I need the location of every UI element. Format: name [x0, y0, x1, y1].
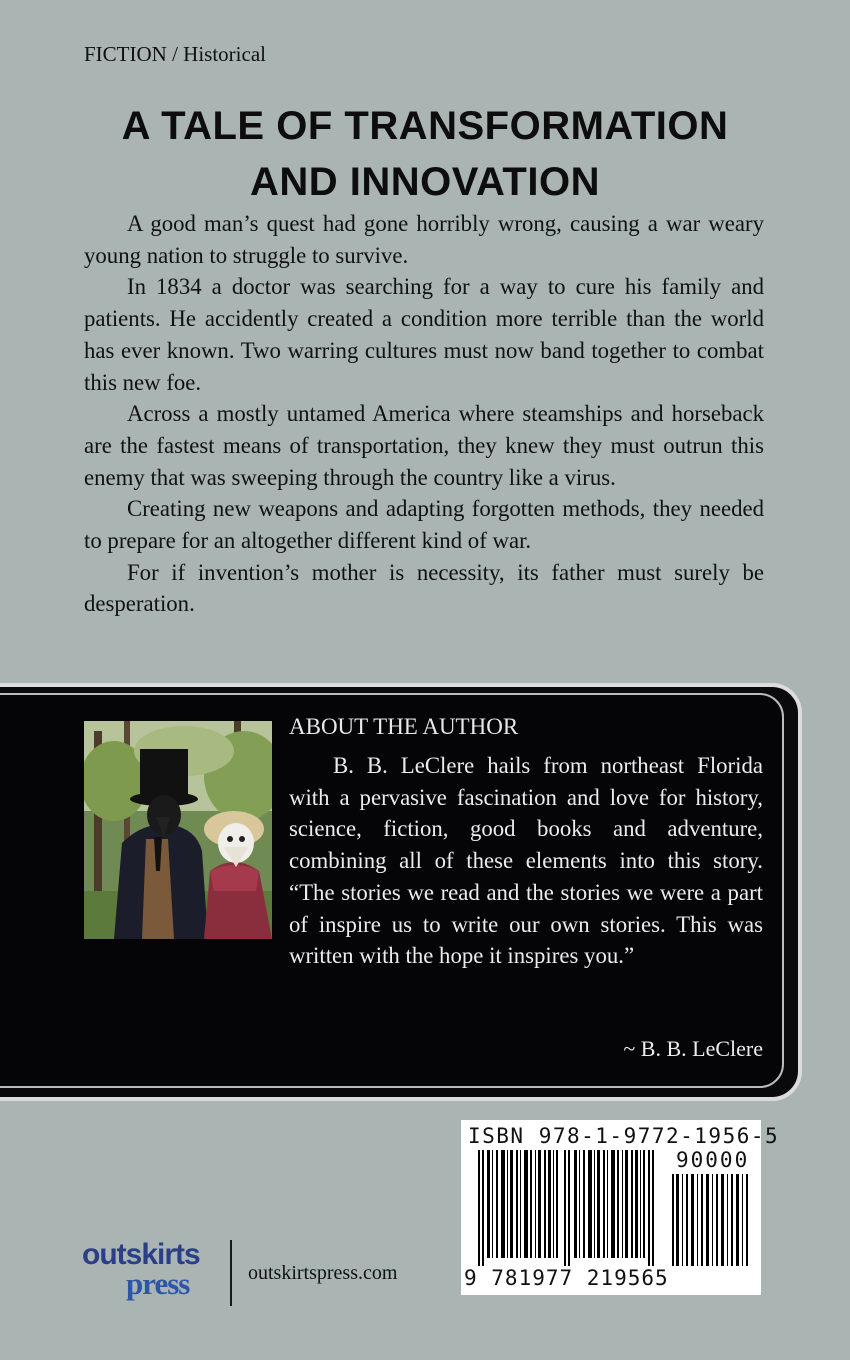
- blurb-paragraph: A good man’s quest had gone horribly wrong, causing a war weary young nation to struggle to survive.: [84, 211, 764, 268]
- price-code: 90000: [676, 1148, 750, 1172]
- blurb-paragraph: Creating new weapons and adapting forgotten methods, they needed to prepare for an altogether different kind of war.: [84, 496, 764, 554]
- publisher-website: outskirtspress.com: [248, 1262, 398, 1284]
- addon-barcode: [672, 1174, 752, 1266]
- about-author-title: ABOUT THE AUTHOR: [289, 714, 519, 739]
- logo-divider: [230, 1240, 232, 1306]
- headline-line-2: AND INNOVATION: [250, 160, 600, 204]
- blurb-paragraph: In 1834 a doctor was searching for a way to cure his family and patients. He accidently created a condition more terrible than the world has ever known. Two warring cultures must now band together to combat this new foe.: [84, 274, 764, 395]
- headline-line-1: A TALE OF TRANSFORMATION: [121, 104, 729, 148]
- book-blurb: [84, 208, 764, 620]
- publisher-logo-bottom: press: [126, 1266, 190, 1301]
- author-signature: ~ B. B. LeClere: [623, 1036, 763, 1061]
- category-label: FICTION / Historical: [84, 42, 266, 66]
- about-author-bio-text: B. B. LeClere hails from northeast Florida with a pervasive fascination and love for history, science, fiction, good books and adventure, combining all of these elements into this story. “The stories we read and the stories we were a part of inspire us to write our own stories. This was written with the hope it inspires you.”: [289, 753, 763, 969]
- isbn-number: ISBN 978-1-9772-1956-5: [468, 1124, 780, 1148]
- publisher-logo-top: outskirts: [82, 1238, 200, 1271]
- about-author-bio: [289, 750, 763, 972]
- blurb-paragraph: For if invention’s mother is necessity, its father must surely be desperation.: [84, 559, 764, 617]
- ean-digits: 9 781977 219565: [464, 1266, 669, 1290]
- blurb-paragraph: Across a mostly untamed America where steamships and horseback are the fastest means of transportation, they knew they must outrun this enemy that was sweeping through the country like a virus.: [84, 401, 764, 490]
- author-photo: [84, 721, 272, 939]
- ean-barcode: [478, 1150, 662, 1266]
